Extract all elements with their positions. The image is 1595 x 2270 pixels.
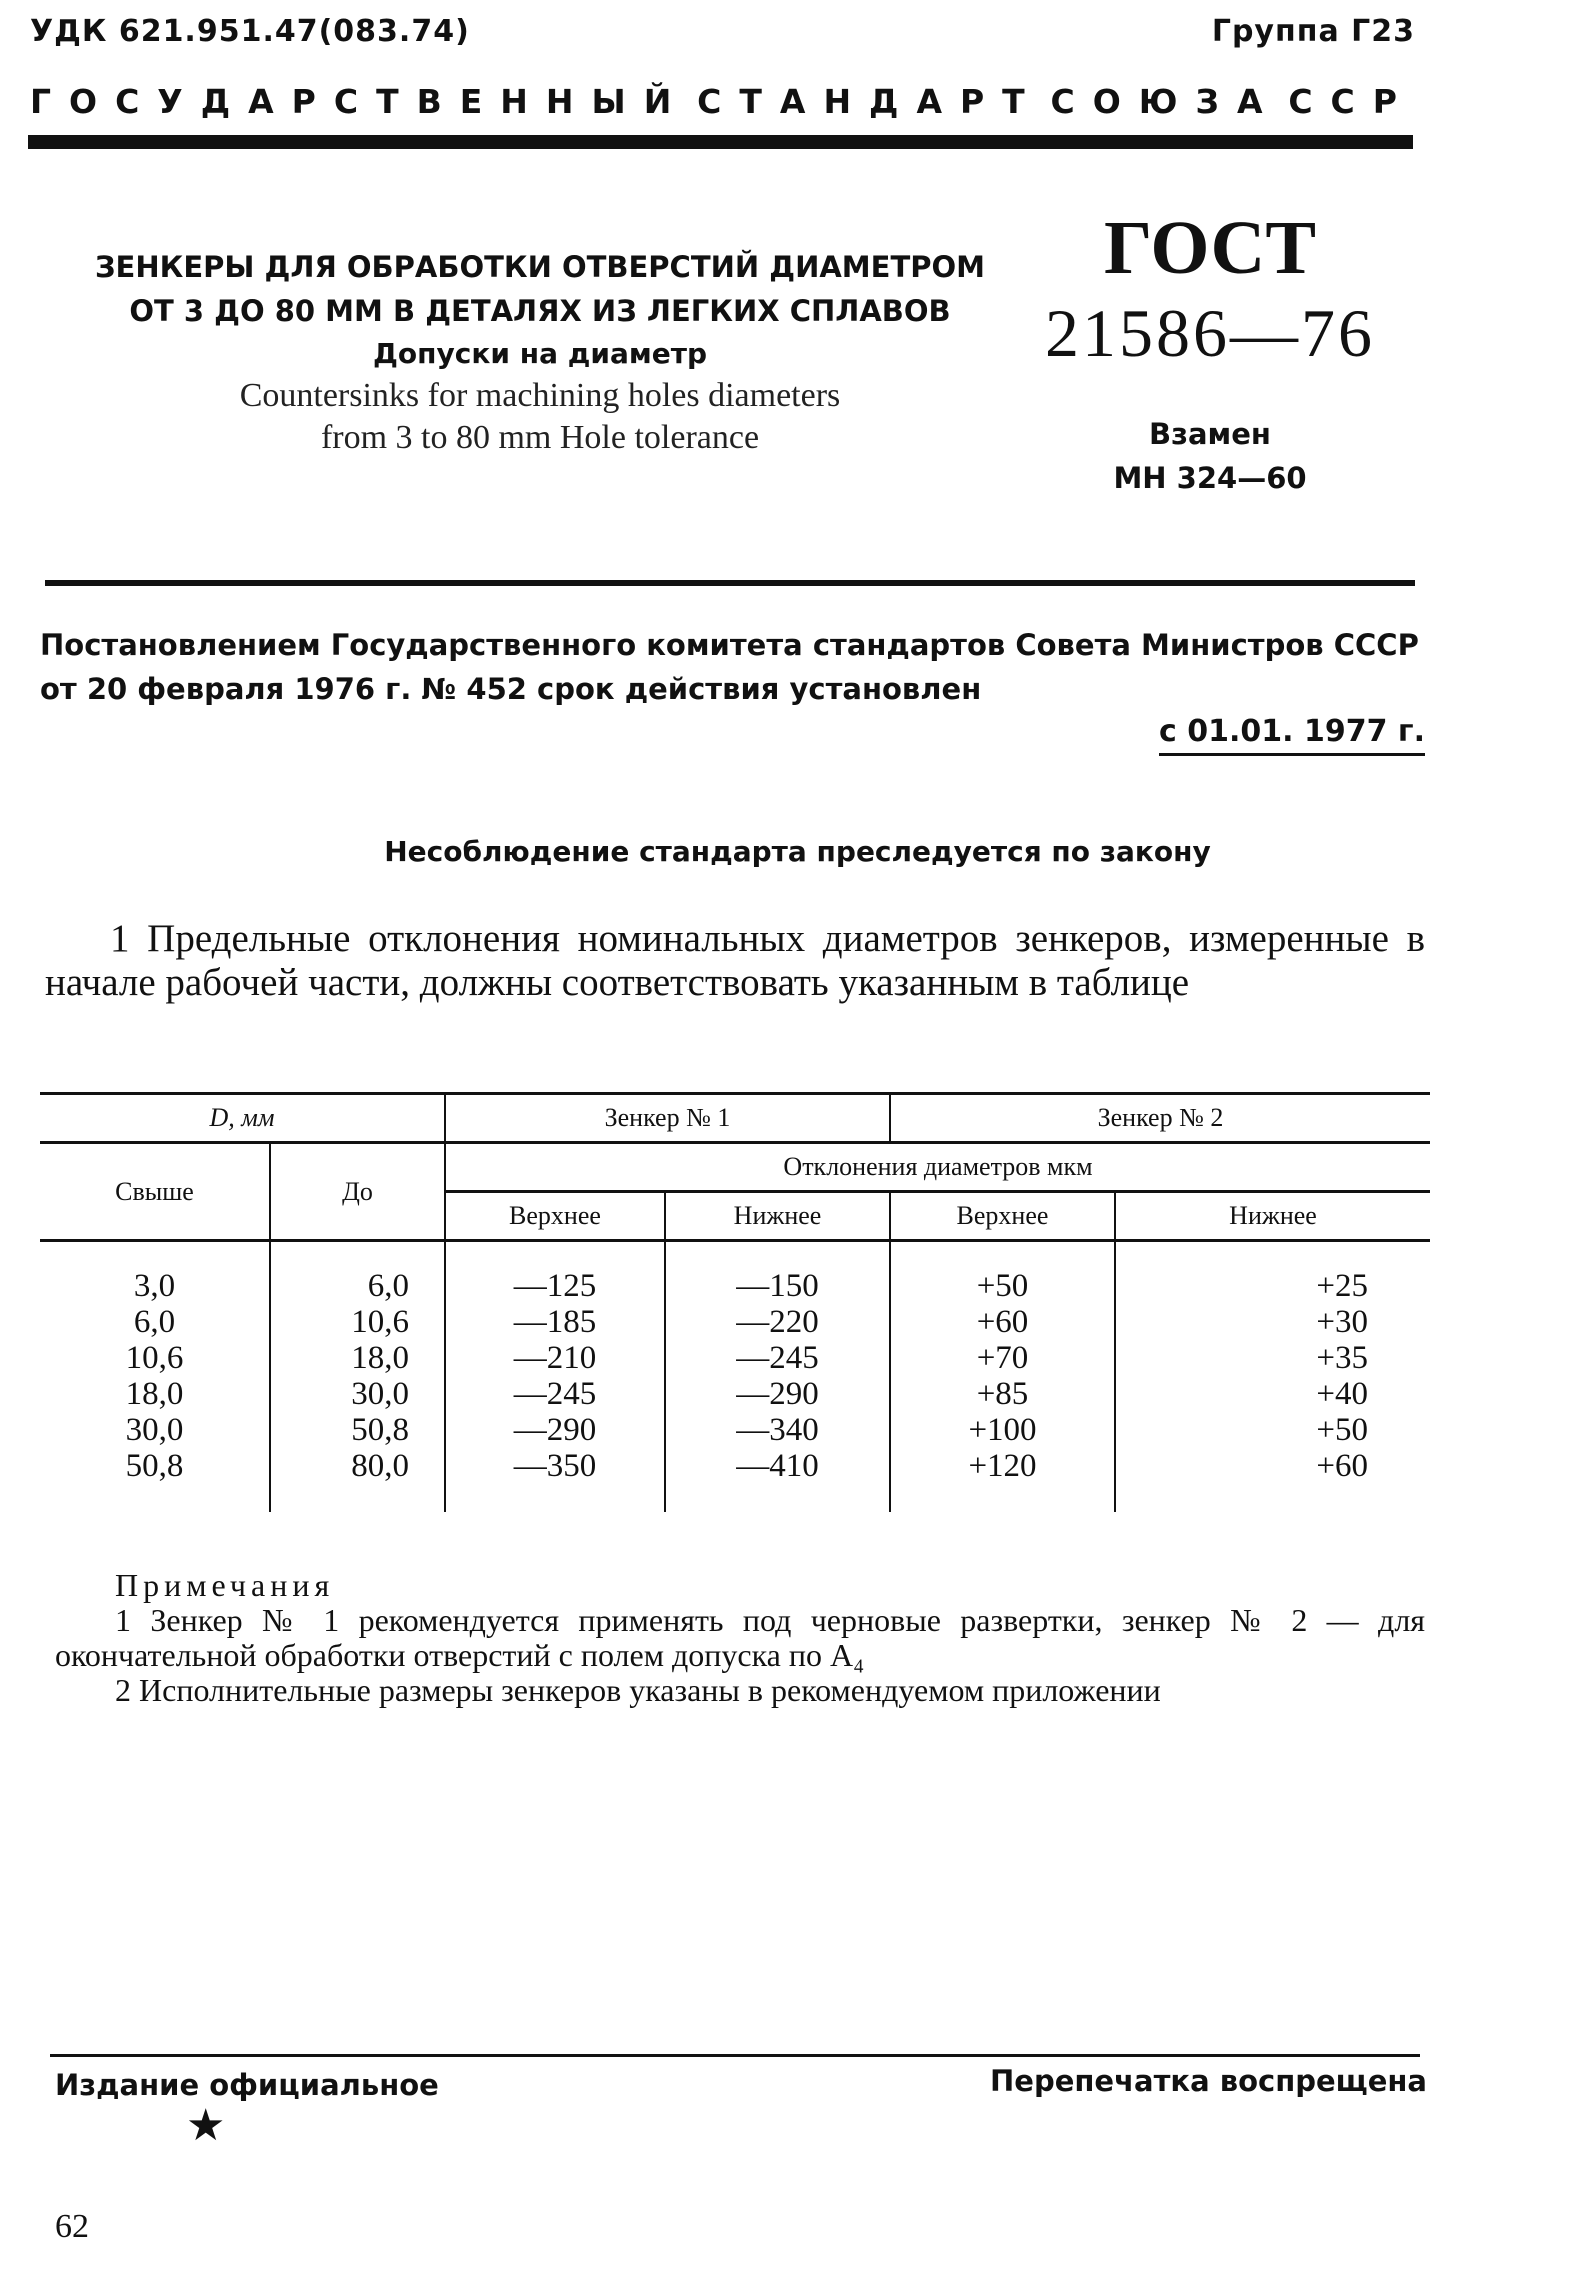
title-en-line2: from 3 to 80 mm Hole tolerance [320,419,760,456]
cell-z2-lower: +40 [1115,1376,1430,1412]
cell-z1-lower: —290 [665,1376,890,1412]
header-zenker1: Зенкер № 1 [445,1094,890,1143]
cell-z2-lower: +60 [1115,1448,1430,1512]
notes-block [55,1568,1425,1708]
middle-rule [45,580,1415,586]
cell-over: 10,6 [125,1340,184,1376]
cell-z2-lower: +25 [1115,1241,1430,1305]
cell-to: 10,6 [270,1304,445,1340]
cell-z2-lower: +30 [1115,1304,1430,1340]
cell-to: 30,0 [270,1376,445,1412]
cell-z1-upper: —290 [445,1412,665,1448]
header-upper-1: Верхнее [445,1192,665,1241]
paragraph-1: 1 Предельные отклонения номинальных диаметров зенкеров, измеренные в начале рабочей части, должны соответствовать указанным в таблице [45,917,1425,1004]
cell-z2-lower: +50 [1115,1412,1430,1448]
header-lower-2: Нижнее [1115,1192,1430,1241]
reprint-prohibited: Перепечатка воспрещена [990,2064,1427,2098]
title-ru-line1: ЗЕНКЕРЫ ДЛЯ ОБРАБОТКИ ОТВЕРСТИЙ ДИАМЕТРОМ [94,250,986,284]
note-1: 1 Зенкер № 1 рекомендуется применять под черновые развертки, зенкер № 2 — для окончательной обработки отверстий с полем допуска по A₄ [55,1602,1425,1673]
gost-label: ГОСТ [1103,206,1317,290]
cell-z1-lower: —245 [665,1340,890,1376]
cell-z1-upper: —245 [445,1376,665,1412]
cell-z2-upper: +100 [890,1412,1115,1448]
cell-over: 30,0 [125,1412,184,1448]
state-standard-heading [30,82,1415,121]
table-row [40,1376,1430,1412]
header-deviation: Отклонения диаметров мкм [445,1143,1430,1192]
cell-z1-upper: —210 [445,1340,665,1376]
cell-z1-upper: —350 [445,1448,665,1512]
notes-title: Примечания [115,1567,335,1603]
subtitle-ru: Допуски на диаметр [372,337,707,370]
gost-block [1030,208,1390,500]
cell-to: 6,0 [270,1241,445,1305]
gost-number: 21586—76 [1045,295,1375,371]
cell-to: 50,8 [270,1412,445,1448]
header-to: До [270,1143,445,1241]
cell-z1-lower: —410 [665,1448,890,1512]
official-edition: Издание официальное [55,2068,439,2102]
table-row [40,1241,1430,1305]
title-block [60,245,1020,459]
header-zenker2: Зенкер № 2 [890,1094,1430,1143]
cell-z2-upper: +85 [890,1376,1115,1412]
replaces-value: МН 324—60 [1113,461,1307,495]
cell-z2-upper: +120 [890,1448,1115,1512]
tolerance-table [40,1092,1430,1512]
cell-z1-upper: —125 [445,1241,665,1305]
legal-notice: Несоблюдение стандарта преследуется по закону [384,835,1211,868]
cell-over: 3,0 [133,1268,176,1304]
page-number: 62 [55,2208,89,2245]
group-code: Группа Г23 [1211,14,1415,49]
cell-z2-lower: +35 [1115,1340,1430,1376]
cell-to: 18,0 [270,1340,445,1376]
top-rule [28,135,1413,149]
cell-to: 80,0 [270,1448,445,1512]
cell-z1-upper: —185 [445,1304,665,1340]
table-row [40,1340,1430,1376]
cell-z1-lower: —220 [665,1304,890,1340]
header-lower-1: Нижнее [665,1192,890,1241]
header-d: D, мм [40,1094,445,1143]
heading-word: ГОСУДАРСТВЕННЫЙ [30,82,690,121]
table-row [40,1448,1430,1512]
udk-code: УДК 621.951.47(083.74) [30,14,470,49]
cell-z2-upper: +70 [890,1340,1115,1376]
cell-z2-upper: +50 [890,1241,1115,1305]
cell-z1-lower: —340 [665,1412,890,1448]
heading-word: ССР [1288,82,1415,121]
header-over: Свыше [40,1143,270,1241]
table-row [40,1412,1430,1448]
footer-rule [50,2054,1420,2057]
replaces-label: Взамен [1149,417,1271,451]
title-en-line1: Countersinks for machining holes diameters [239,377,841,414]
cell-z2-upper: +60 [890,1304,1115,1340]
effective-date: с 01.01. 1977 г. [1159,714,1425,756]
heading-word: СОЮЗА [1050,82,1281,121]
note-2: 2 Исполнительные размеры зенкеров указаны в рекомендуемом приложении [115,1672,1161,1708]
header-upper-2: Верхнее [890,1192,1115,1241]
table-row [40,1304,1430,1340]
cell-over: 18,0 [125,1376,184,1412]
decree-text: Постановлением Государственного комитета стандартов Совета Министров СССР от 20 февраля 1976 г. № 452 срок действия установлен [40,628,1419,706]
cell-z1-lower: —150 [665,1241,890,1305]
cell-over: 6,0 [133,1304,176,1340]
title-ru-line2: ОТ 3 ДО 80 ММ В ДЕТАЛЯХ ИЗ ЛЕГКИХ СПЛАВОВ [129,294,951,328]
cell-over: 50,8 [125,1448,184,1484]
heading-word: СТАНДАРТ [697,82,1043,121]
star-icon: ★ [186,2101,226,2150]
